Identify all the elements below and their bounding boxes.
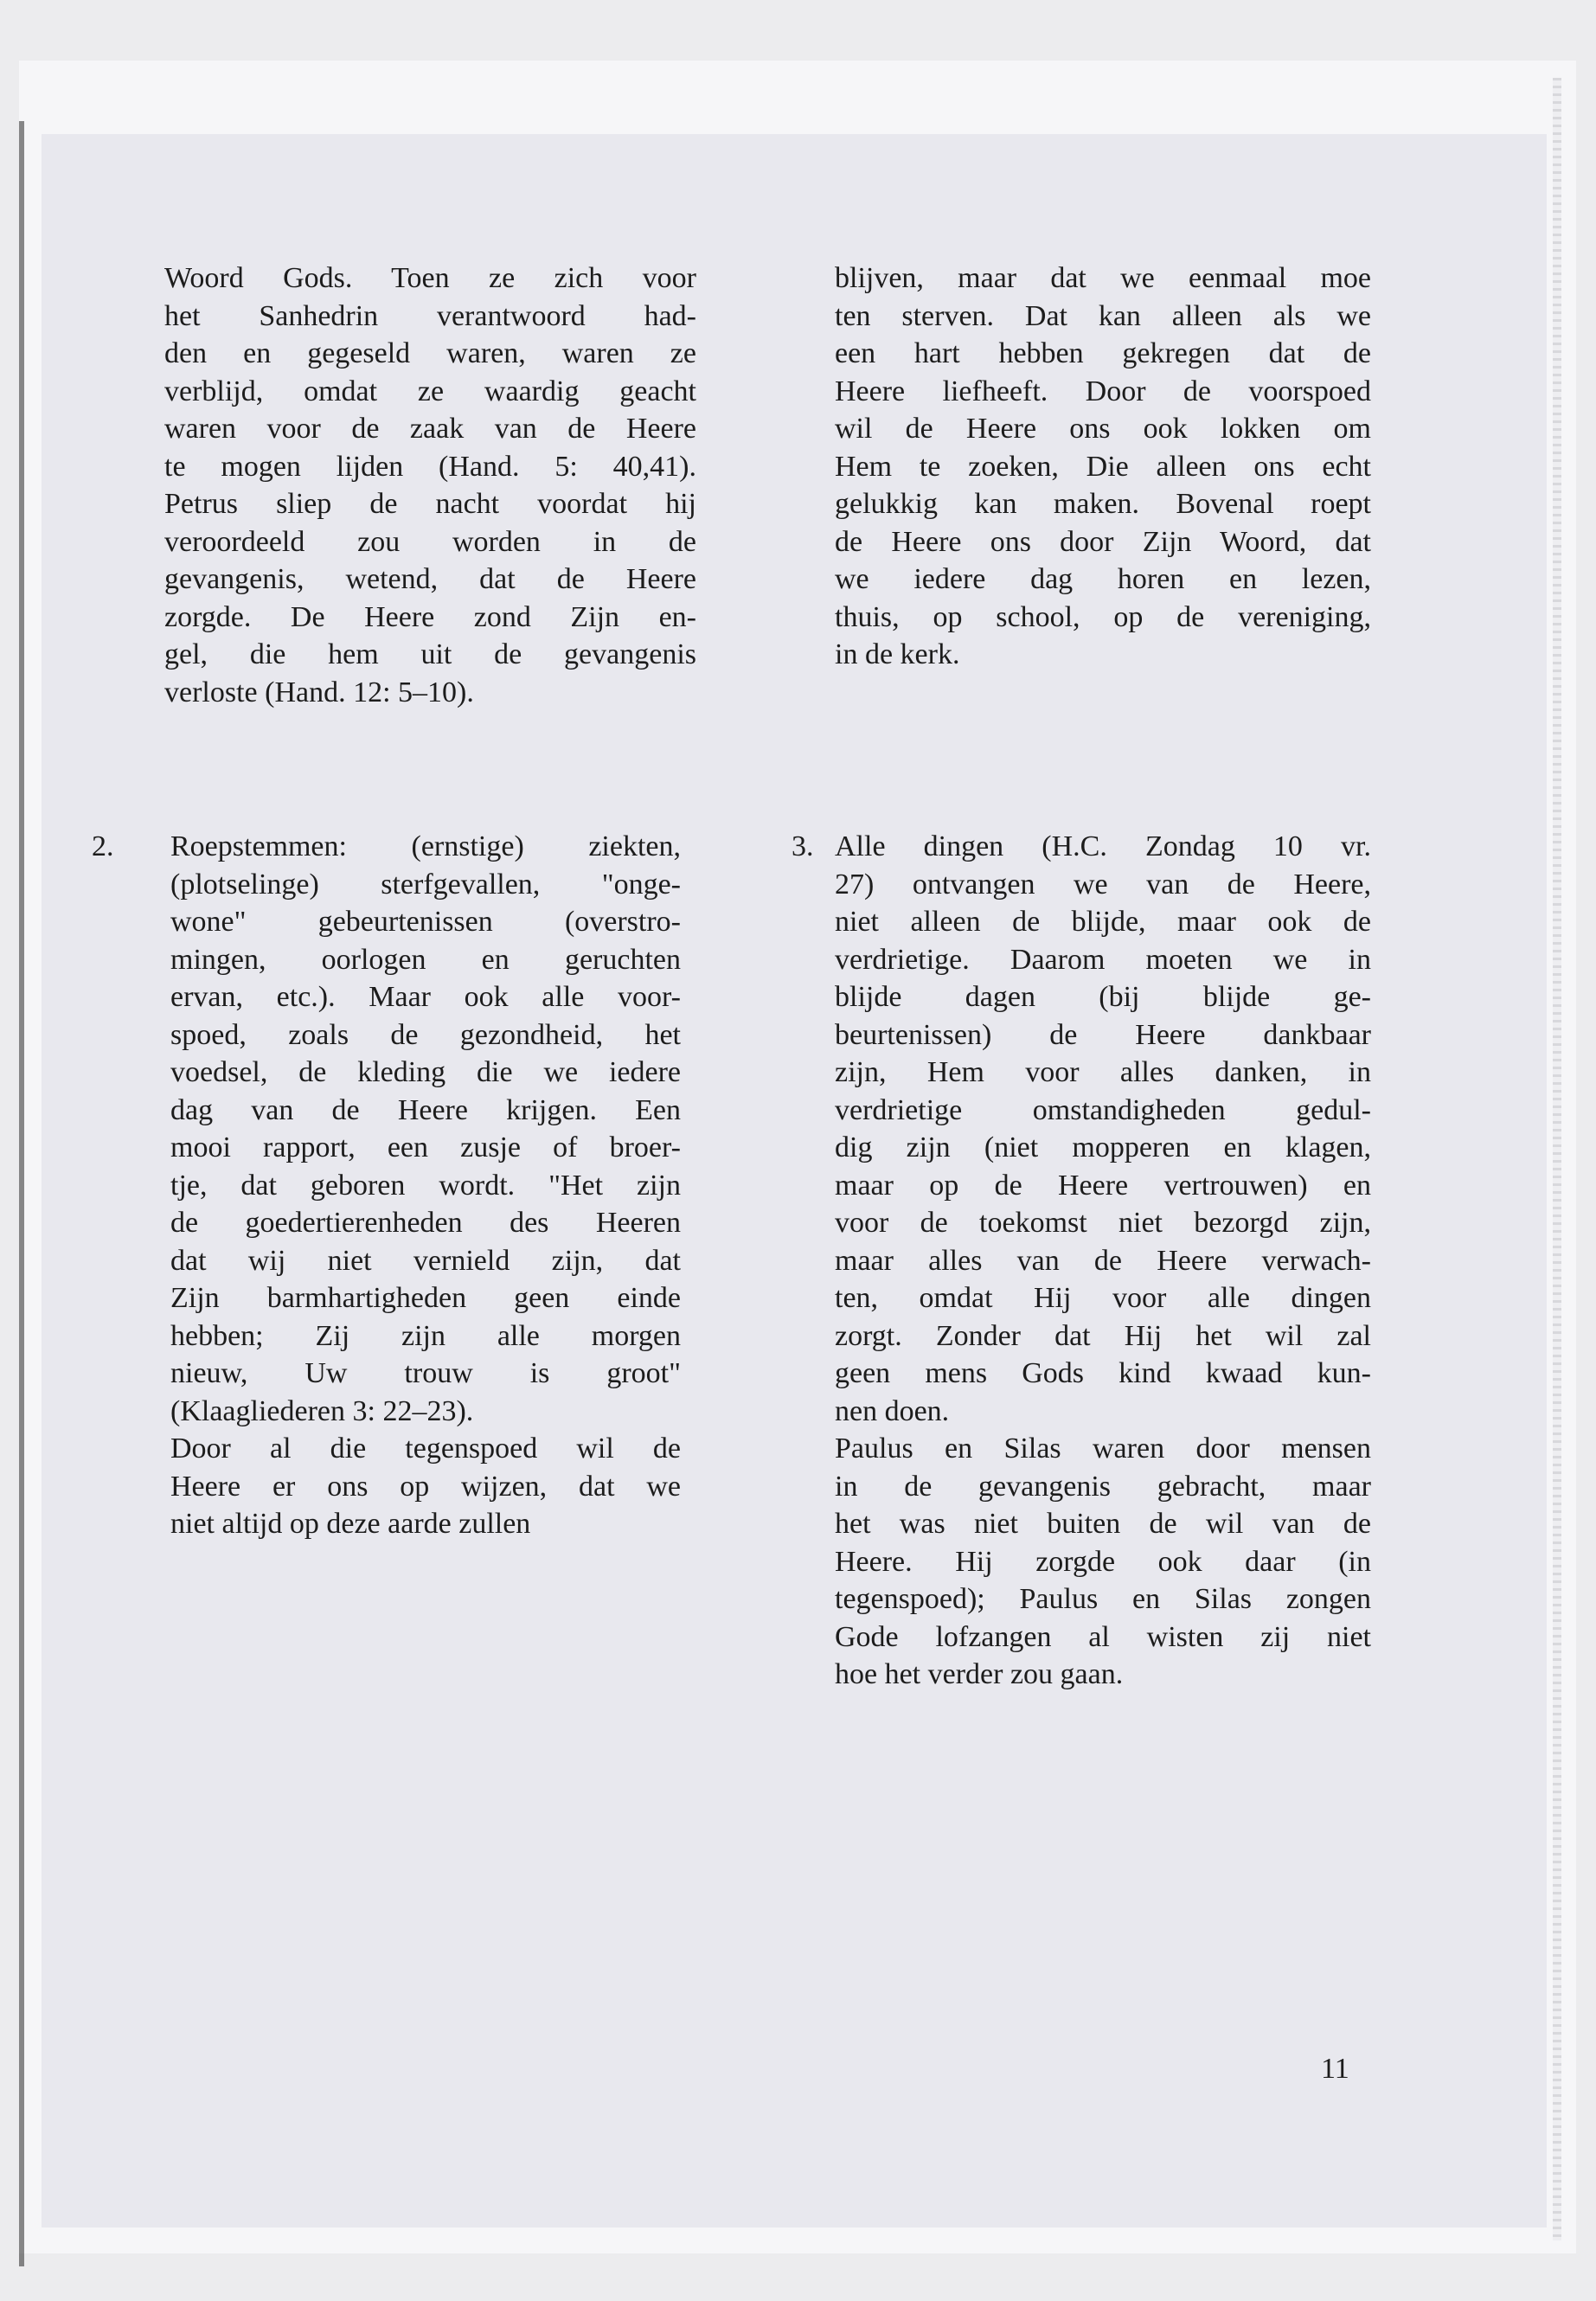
- text-line: voor de toekomst niet bezorgd zijn,: [835, 1207, 1371, 1239]
- text-line: dag van de Heere krijgen. Een: [170, 1093, 681, 1126]
- item-number-2: 2.: [92, 830, 114, 862]
- text-line: in de gevangenis gebracht, maar: [835, 1470, 1371, 1503]
- item-3-text: [835, 828, 1371, 1694]
- text-line: gevangenis, wetend, dat de Heere: [164, 563, 696, 595]
- item-2-text: [170, 828, 681, 1543]
- text-line: blijven, maar dat we eenmaal moe: [835, 262, 1371, 294]
- text-line: Petrus sliep de nacht voordat hij: [164, 488, 696, 520]
- text-line: zorgde. De Heere zond Zijn en-: [164, 600, 696, 633]
- text-line: gel, die hem uit de gevangenis: [164, 638, 696, 670]
- text-line: verblijd, omdat ze waardig geacht: [164, 375, 696, 407]
- text-line: Gode lofzangen al wisten zij niet: [835, 1620, 1371, 1653]
- text-line: ten, omdat Hij voor alle dingen: [835, 1282, 1371, 1314]
- text-line: maar alles van de Heere verwach-: [835, 1244, 1371, 1277]
- text-line: verdrietige. Daarom moeten we in: [835, 943, 1371, 976]
- text-line: (plotselinge) sterfgevallen, "onge-: [170, 868, 681, 901]
- text-line: Heere liefheeft. Door de voorspoed: [835, 375, 1371, 407]
- text-line: tegenspoed); Paulus en Silas zongen: [835, 1583, 1371, 1615]
- text-line: Zijn barmhartigheden geen einde: [170, 1282, 681, 1314]
- text-line: dat wij niet vernield zijn, dat: [170, 1244, 681, 1277]
- text-line: Heere er ons op wijzen, dat we: [170, 1470, 681, 1503]
- item-number-3: 3.: [792, 830, 814, 862]
- text-line: hebben; Zij zijn alle morgen: [170, 1319, 681, 1352]
- text-line: beurtenissen) de Heere dankbaar: [835, 1018, 1371, 1051]
- text-line: verloste (Hand. 12: 5–10).: [164, 676, 474, 708]
- text-line: hoe het verder zou gaan.: [835, 1658, 1124, 1690]
- text-line: zijn, Hem voor alles danken, in: [835, 1056, 1371, 1088]
- text-line: 27) ontvangen we van de Heere,: [835, 868, 1371, 901]
- text-line: (Klaagliederen 3: 22–23).: [170, 1394, 474, 1427]
- text-line: Door al die tegenspoed wil de: [170, 1433, 681, 1465]
- text-line: de Heere ons door Zijn Woord, dat: [835, 525, 1371, 558]
- text-line: een hart hebben gekregen dat de: [835, 337, 1371, 369]
- text-line: mooi rapport, een zusje of broer-: [170, 1131, 681, 1163]
- text-line: nieuw, Uw trouw is groot": [170, 1357, 681, 1389]
- text-line: den en gegeseld waren, waren ze: [164, 337, 696, 369]
- text-line: voedsel, de kleding die we iedere: [170, 1056, 681, 1088]
- text-line: we iedere dag horen en lezen,: [835, 563, 1371, 595]
- scan-right-edge: [1553, 78, 1561, 2240]
- text-line: zorgt. Zonder dat Hij het wil zal: [835, 1319, 1371, 1352]
- text-line: nen doen.: [835, 1394, 950, 1427]
- text-line: het Sanhedrin verantwoord had-: [164, 299, 696, 332]
- text-line: in de kerk.: [835, 638, 960, 670]
- text-line: thuis, op school, op de vereniging,: [835, 600, 1371, 633]
- text-line: gelukkig kan maken. Bovenal roept: [835, 488, 1371, 520]
- text-line: ten sterven. Dat kan alleen als we: [835, 299, 1371, 332]
- text-line: maar op de Heere vertrouwen) en: [835, 1169, 1371, 1202]
- text-line: Heere. Hij zorgde ook daar (in: [835, 1545, 1371, 1578]
- text-line: blijde dagen (bij blijde ge-: [835, 981, 1371, 1013]
- text-line: veroordeeld zou worden in de: [164, 525, 696, 558]
- text-line: wone" gebeurtenissen (overstro-: [170, 906, 681, 938]
- text-line: ervan, etc.). Maar ook alle voor-: [170, 981, 681, 1013]
- scan-binding-edge: [19, 121, 24, 2266]
- text-line: Hem te zoeken, Die alleen ons echt: [835, 450, 1371, 483]
- text-line: tje, dat geboren wordt. "Het zijn: [170, 1169, 681, 1202]
- text-line: te mogen lijden (Hand. 5: 40,41).: [164, 450, 696, 483]
- text-line: Roepstemmen: (ernstige) ziekten,: [170, 830, 681, 862]
- text-line: geen mens Gods kind kwaad kun-: [835, 1357, 1371, 1389]
- text-line: dig zijn (niet mopperen en klagen,: [835, 1131, 1371, 1163]
- page-number: 11: [1321, 2053, 1349, 2085]
- paragraph-top-right: [835, 260, 1371, 674]
- text-line: Woord Gods. Toen ze zich voor: [164, 262, 696, 294]
- text-line: Paulus en Silas waren door mensen: [835, 1433, 1371, 1465]
- text-line: verdrietige omstandigheden gedul-: [835, 1093, 1371, 1126]
- text-line: niet altijd op deze aarde zullen: [170, 1508, 531, 1540]
- text-line: spoed, zoals de gezondheid, het: [170, 1018, 681, 1051]
- text-line: het was niet buiten de wil van de: [835, 1508, 1371, 1540]
- text-line: de goedertierenheden des Heeren: [170, 1207, 681, 1239]
- text-line: niet alleen de blijde, maar ook de: [835, 906, 1371, 938]
- text-line: waren voor de zaak van de Heere: [164, 413, 696, 445]
- text-line: wil de Heere ons ook lokken om: [835, 413, 1371, 445]
- paragraph-top-left: [164, 260, 696, 711]
- text-line: mingen, oorlogen en geruchten: [170, 943, 681, 976]
- text-line: Alle dingen (H.C. Zondag 10 vr.: [835, 830, 1371, 862]
